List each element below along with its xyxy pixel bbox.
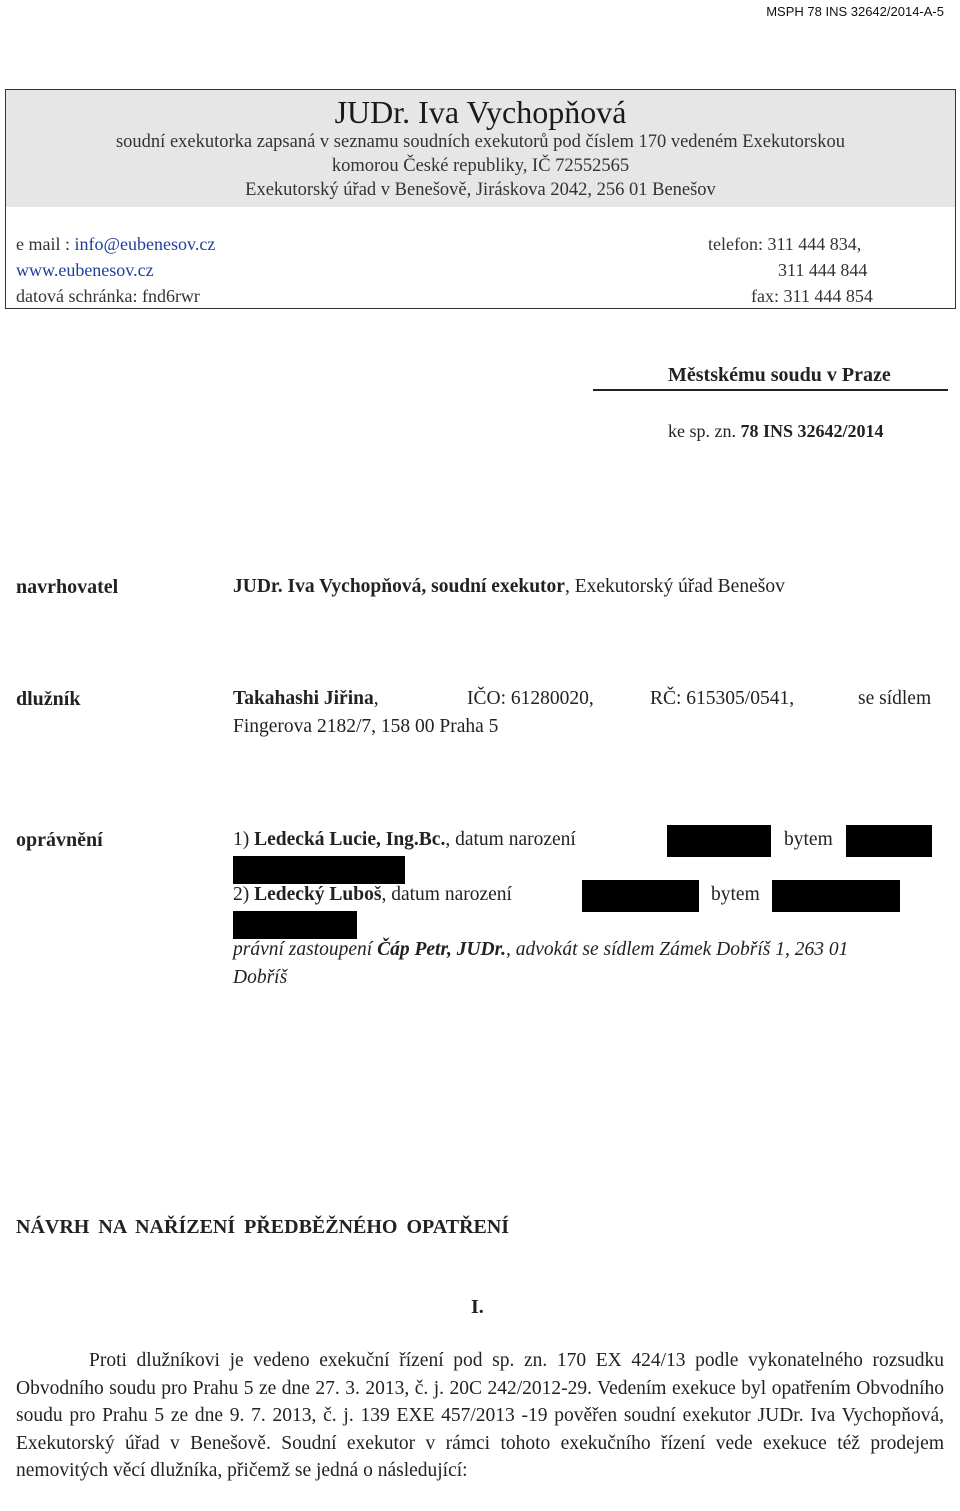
- chamber-line: komorou České republiky, IČ 72552565: [331, 156, 630, 176]
- office-address: Exekutorský úřad v Benešově, Jiráskova 2042, 256 01 Benešov: [245, 180, 716, 200]
- addressee: Městskému soudu v Praze: [668, 364, 891, 386]
- person-2-birth-label: , datum narození: [381, 884, 512, 905]
- redaction-birthdate-2: [582, 880, 699, 912]
- redaction-address-2b: [233, 911, 357, 939]
- redaction-birthdate-1: [667, 825, 771, 857]
- debtor-address: Fingerova 2182/7, 158 00 Praha 5: [233, 716, 499, 737]
- reference-prefix: ke sp. zn.: [668, 421, 741, 441]
- entitled-label: oprávnění: [16, 829, 103, 851]
- debtor-rc: RČ: 615305/0541,: [650, 688, 795, 709]
- email-label: e mail :: [16, 234, 75, 254]
- proposer-name: JUDr. Iva Vychopňová, soudní exekutor: [233, 576, 565, 597]
- representation-address: , advokát se sídlem Zámek Dobříš 1, 263 01: [506, 939, 849, 960]
- redaction-address-1b: [233, 856, 405, 884]
- debtor-name-line: Takahashi Jiřina,: [233, 688, 379, 709]
- debtor-name: Takahashi Jiřina: [233, 688, 374, 709]
- person-2-residence-label: bytem: [711, 884, 760, 905]
- document-stamp: MSPH 78 INS 32642/2014-A-5: [766, 4, 944, 19]
- email-link[interactable]: info@eubenesov.cz: [74, 234, 216, 254]
- legal-representation: [233, 939, 848, 961]
- person-1-birth-label: , datum narození: [445, 829, 576, 850]
- proposer-office: , Exekutorský úřad Benešov: [564, 576, 785, 597]
- body-paragraph: Proti dlužníkovi je vedeno exekuční řízení pod sp. zn. 170 EX 424/13 podle vykonatelného rozsudku Obvodního soudu pro Prahu 5 ze dne 27. 3. 2013, č. j. 20C 242/2012-29. Vedením exekuce byl opatřením Obvodního soudu pro Prahu 5 ze dne 9. 7. 2013, č. j. 139 EXE 457/2013 -19 pověřen soudní exekutor JUDr. Iva Vychopňová, Exekutorský úřad v Benešově. Soudní exekutor v rámci tohoto exekučního řízení vede exekuce též prodejem nemovitých věcí dlužníka, přičemž se jedná o následující:: [16, 1350, 944, 1482]
- reference-number: 78 INS 32642/2014: [740, 421, 884, 441]
- representation-prefix: právní zastoupení: [233, 939, 378, 960]
- lawyer-name: Čáp Petr, JUDr.: [377, 939, 507, 960]
- letterhead: [5, 89, 956, 309]
- document-title: NÁVRH NA NAŘÍZENÍ PŘEDBĚŽNÉHO OPATŘENÍ: [16, 1216, 510, 1238]
- representation-city: Dobříš: [233, 967, 288, 988]
- phone-primary: telefon: 311 444 834,: [708, 234, 862, 254]
- registration-line: soudní exekutorka zapsaná v seznamu soudních exekutorů pod číslem 170 vedeném Exekutorskou: [115, 132, 845, 152]
- letterhead-banner: [6, 90, 955, 207]
- proposer-label: navrhovatel: [16, 576, 119, 598]
- phone-secondary: 311 444 844: [778, 260, 868, 280]
- debtor-label: dlužník: [16, 688, 81, 710]
- case-reference: [668, 421, 884, 442]
- redaction-address-1a: [846, 825, 932, 857]
- addressee-underline: [593, 389, 948, 391]
- proposer-details: [233, 576, 785, 598]
- executor-name: JUDr. Iva Vychopňová: [334, 94, 627, 130]
- website-link[interactable]: www.eubenesov.cz: [16, 260, 154, 280]
- section-number: I.: [471, 1296, 484, 1318]
- person-2-name: Ledecký Luboš: [254, 884, 382, 905]
- entitled-person-2: [233, 884, 512, 906]
- redaction-address-2a: [772, 880, 900, 912]
- debtor-seat: se sídlem: [858, 688, 932, 709]
- entitled-person-1: [233, 829, 576, 851]
- person-1-number: 1): [233, 829, 255, 850]
- databox: datová schránka: fnd6rwr: [16, 286, 200, 306]
- person-1-residence-label: bytem: [784, 829, 833, 850]
- person-2-number: 2): [233, 884, 255, 905]
- person-1-name: Ledecká Lucie, Ing.Bc.: [254, 829, 446, 850]
- fax: fax: 311 444 854: [751, 286, 873, 306]
- debtor-ico: IČO: 61280020,: [467, 688, 594, 709]
- email-row: [16, 234, 215, 255]
